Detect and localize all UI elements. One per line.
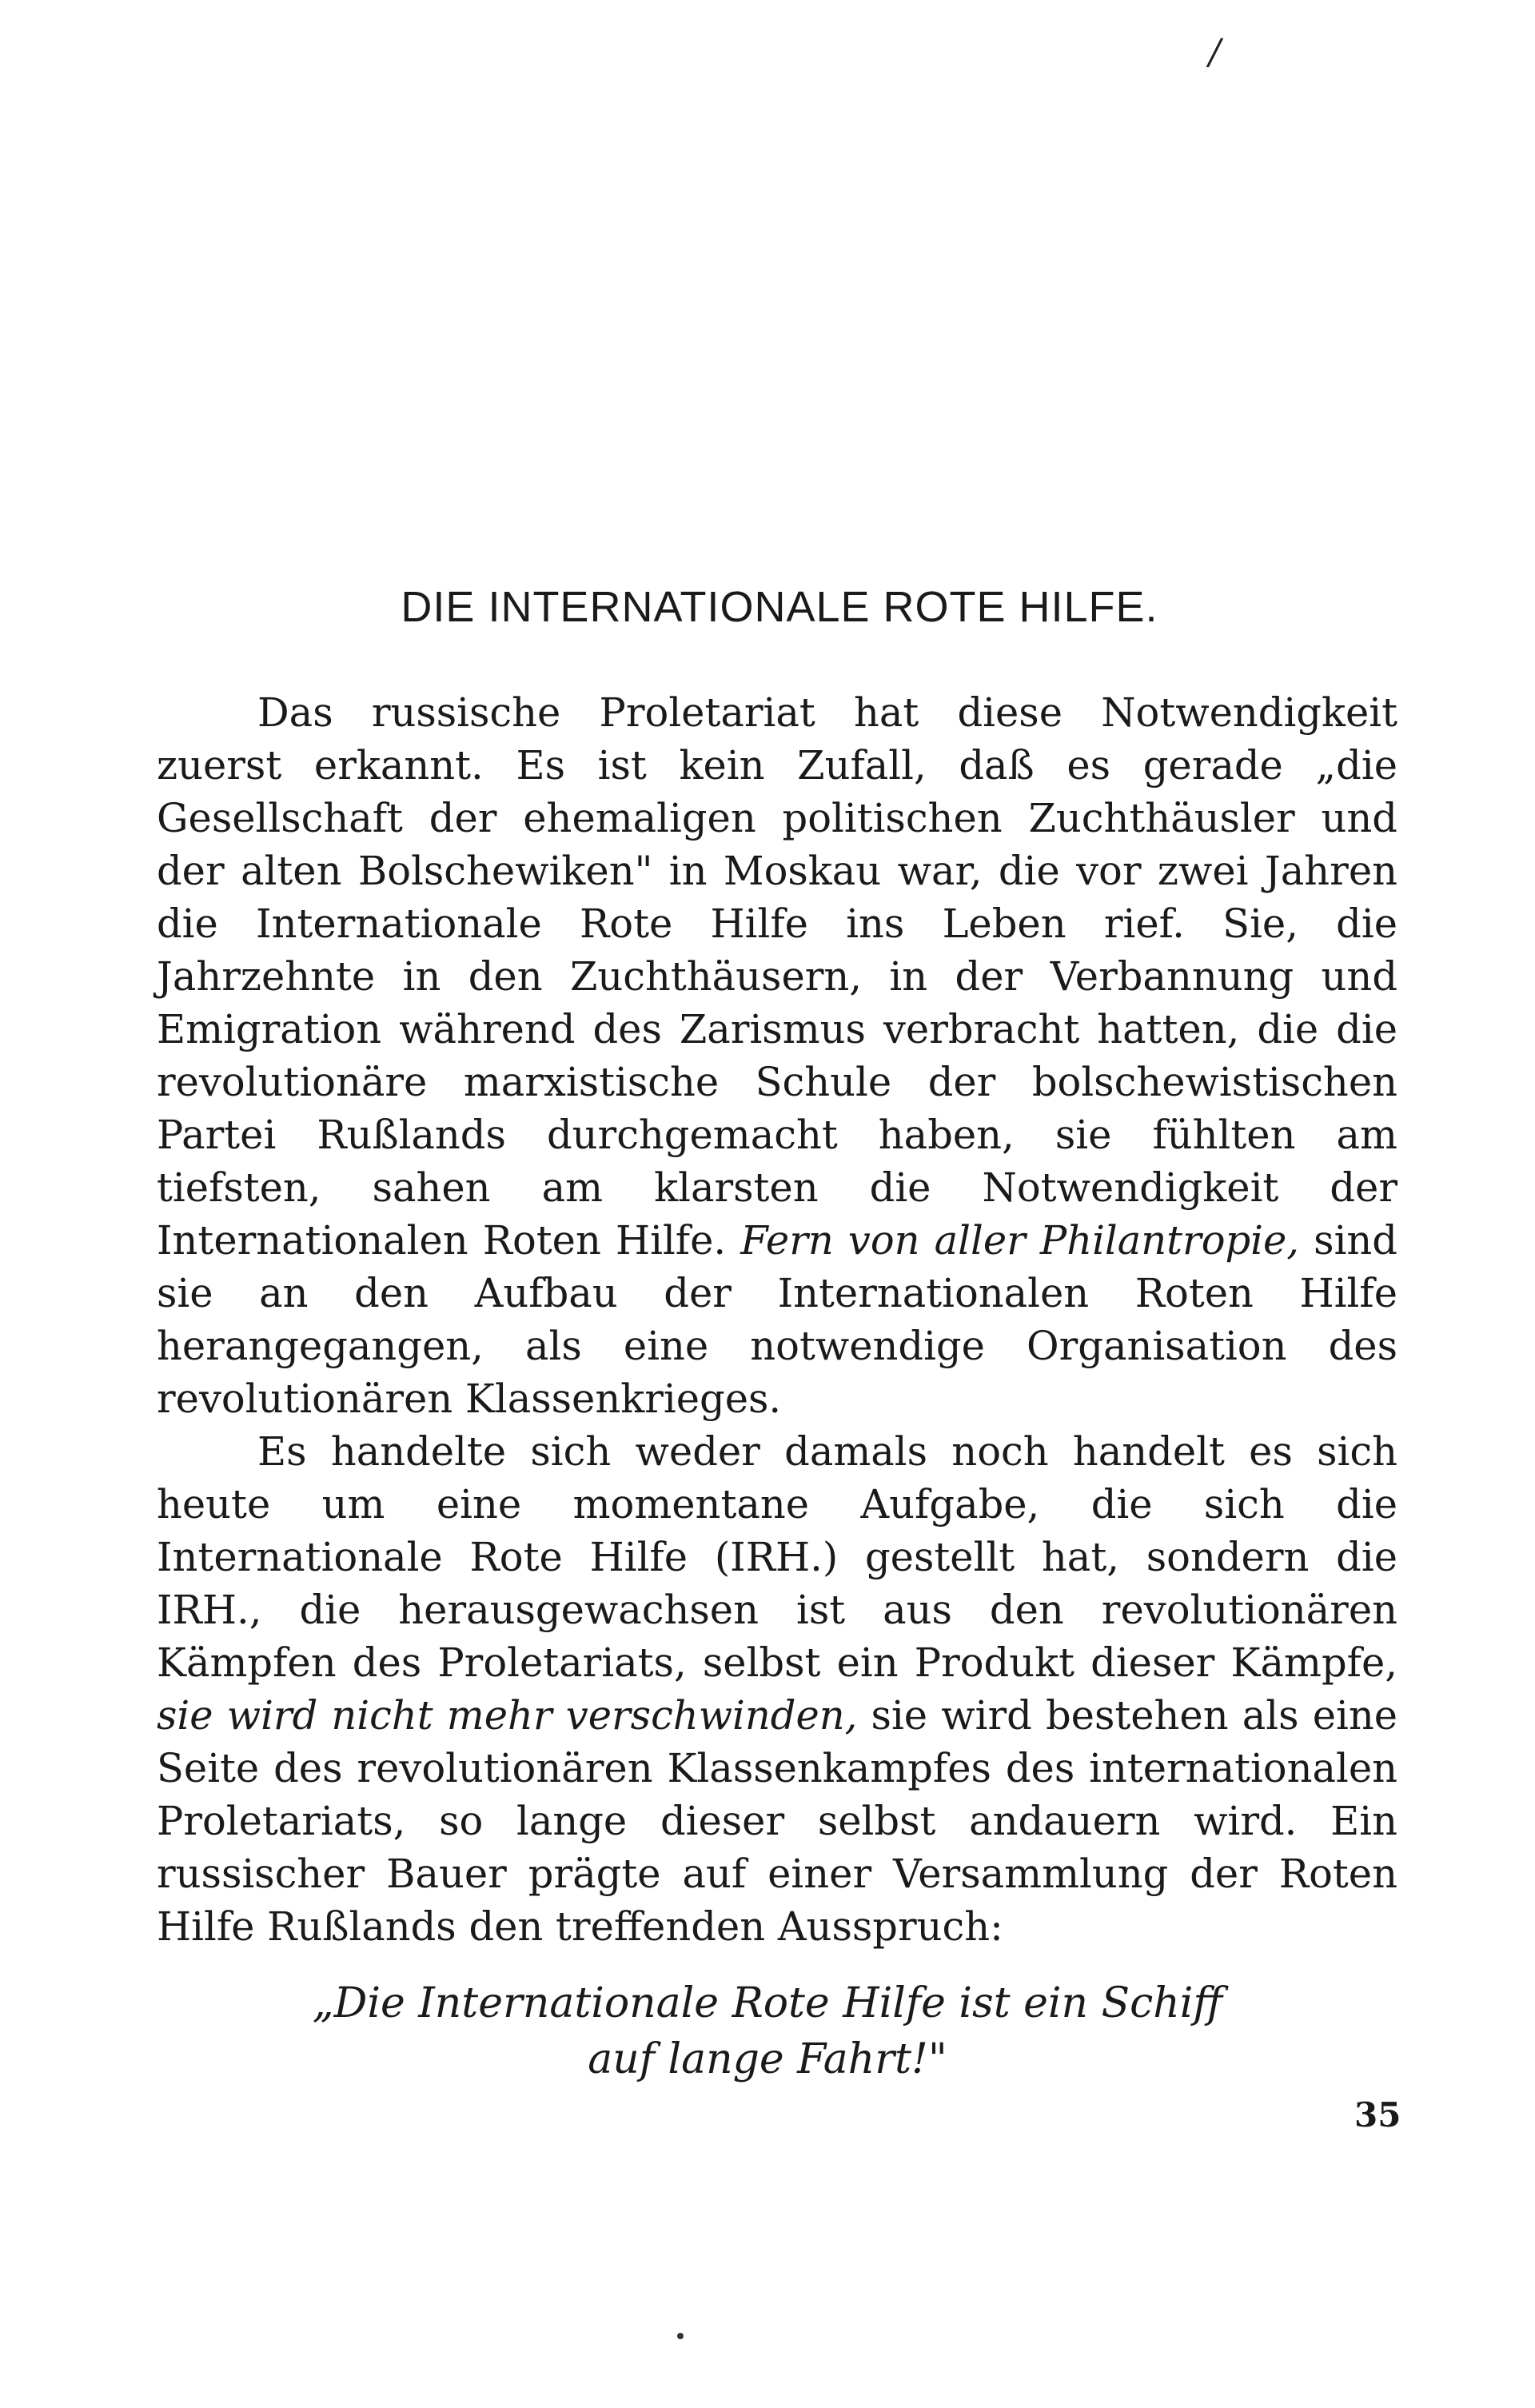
top-margin-mark: / bbox=[1209, 32, 1221, 73]
body-text bbox=[157, 686, 1397, 1953]
paragraph-2-emphasis: sie wird nicht mehr verschwinden, bbox=[157, 1692, 858, 1739]
quote-line-1: „Die Internationale Rote Hilfe ist ein Schiff bbox=[312, 1979, 1223, 2027]
chapter-heading: DIE INTERNATIONALE ROTE HILFE. bbox=[401, 583, 1158, 631]
paragraph-1-text: Das russische Proletariat hat diese Notwendigkeit zuerst erkannt. Es ist kein Zufall, daß es gerade „die Gesellschaft der ehemaligen politischen Zuchthäusler und der alten Bolschewiken" in Moskau war, die vor zwei Jahren die Internationale Rote Hilfe ins Leben rief. Sie, die Jahrzehnte in den Zuchthäusern, in der Verbannung und Emigration während des Zarismus verbracht hatten, die die revolutionäre marxistische Schule der bolschewistischen Partei Rußlands durchgemacht haben, sie fühlten am tiefsten, sahen am klarsten die Notwendigkeit der Internationalen Roten Hilfe. bbox=[157, 689, 1397, 1264]
quote-line-2: auf lange Fahrt!" bbox=[588, 2035, 947, 2083]
paragraph-1 bbox=[157, 686, 1397, 1425]
print-speck bbox=[677, 2333, 684, 2339]
paragraph-2-text: Es handelte sich weder damals noch handelt es sich heute um eine momentane Aufgabe, die sich die Internationale Rote Hilfe (IRH.) gestellt hat, sondern die IRH., die herausgewachsen ist aus den revolutionären Kämpfen des Proletariats, selbst ein Produkt dieser Kämpfe, bbox=[157, 1428, 1397, 1686]
paragraph-2-tail: sie wird bestehen als eine Seite des revolutionären Klassenkampfes des internationalen Proletariats, so lange dieser selbst andauern wird. Ein russischer Bauer prägte auf einer Versammlung der Roten Hilfe Rußlands den treffenden Ausspruch: bbox=[157, 1692, 1397, 1950]
page-number: 35 bbox=[1354, 2095, 1401, 2134]
paragraph-1-tail: sind sie an den Aufbau der Internationalen Roten Hilfe herangegangen, als eine notwendige Organisation des revolutionären Klassenkrieges. bbox=[157, 1217, 1397, 1422]
closing-quote bbox=[0, 1975, 1535, 2087]
paragraph-1-emphasis: Fern von aller Philantropie, bbox=[740, 1217, 1300, 1264]
paragraph-2 bbox=[157, 1425, 1397, 1953]
